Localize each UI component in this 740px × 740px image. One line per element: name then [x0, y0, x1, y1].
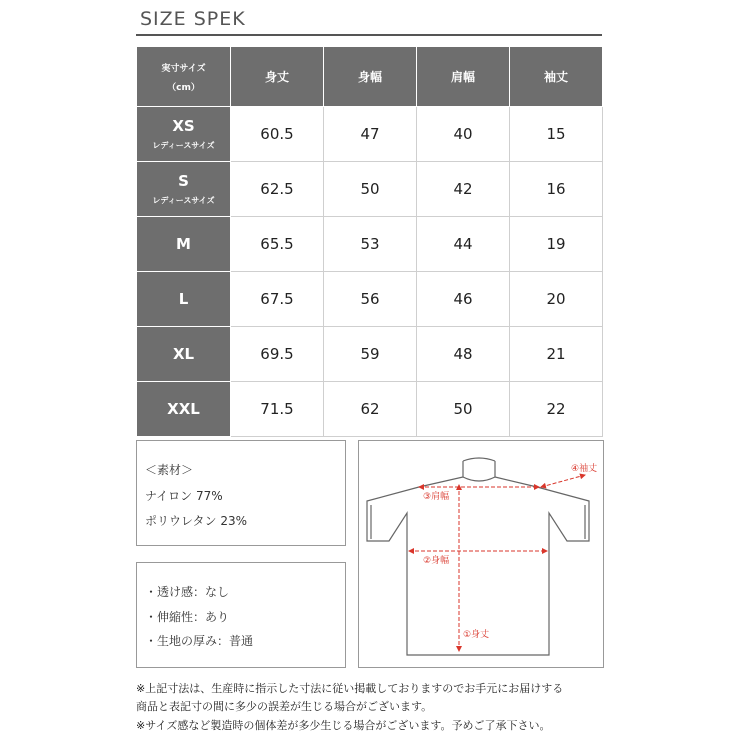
table-header-row	[137, 47, 603, 107]
table-row	[137, 382, 603, 437]
table-cell: 42	[417, 162, 510, 217]
feature-thickness: ・生地の厚み：普通	[145, 634, 254, 648]
size-label: XXL	[137, 382, 231, 437]
table-cell: 16	[510, 162, 603, 217]
table-cell: 62.5	[231, 162, 324, 217]
material-heading: ＜素材＞	[145, 463, 194, 477]
title-divider	[136, 34, 602, 36]
size-name: S	[178, 172, 189, 190]
header-width: 身幅	[324, 47, 417, 107]
table-row	[137, 327, 603, 382]
shoulder-label: ③肩幅	[423, 492, 450, 502]
table-cell: 56	[324, 272, 417, 327]
width-label: ②身幅	[423, 556, 450, 566]
size-table	[136, 46, 603, 437]
material-nylon: ナイロン 77%	[145, 489, 223, 503]
material-polyurethane: ポリウレタン 23%	[145, 514, 248, 528]
table-cell: 59	[324, 327, 417, 382]
table-cell: 48	[417, 327, 510, 382]
table-cell: 67.5	[231, 272, 324, 327]
table-cell: 50	[324, 162, 417, 217]
fabric-features-box	[136, 562, 346, 668]
measurement-diagram	[358, 440, 604, 668]
tshirt-diagram-svg	[359, 441, 603, 667]
tshirt-outline	[367, 458, 589, 655]
table-cell: 15	[510, 107, 603, 162]
table-cell: 46	[417, 272, 510, 327]
note-line-2: 商品と表記寸の間に多少の誤差が生じる場合がございます。	[136, 700, 433, 713]
size-label	[137, 162, 231, 217]
corner-label: 実寸サイズ	[161, 63, 206, 74]
table-cell: 71.5	[231, 382, 324, 437]
size-sublabel: レディースサイズ	[152, 141, 215, 150]
note-line-3: ※サイズ感など製造時の個体差が多少生じる場合がございます。予めご了承下さい。	[136, 719, 551, 732]
size-label: L	[137, 272, 231, 327]
size-label: XL	[137, 327, 231, 382]
table-cell: 53	[324, 217, 417, 272]
table-row	[137, 162, 603, 217]
note-line-1: ※上記寸法は、生産時に指示した寸法に従い掲載しておりますのでお手元にお届けする	[136, 682, 564, 695]
table-row	[137, 107, 603, 162]
sleeve-measure-line	[541, 475, 585, 487]
header-sleeve: 袖丈	[510, 47, 603, 107]
header-shoulder: 肩幅	[417, 47, 510, 107]
page-title: SIZE SPEK	[140, 8, 246, 30]
feature-stretch: ・伸縮性：あり	[145, 610, 230, 624]
feature-transparency: ・透け感：なし	[145, 585, 230, 599]
table-cell: 65.5	[231, 217, 324, 272]
table-cell: 47	[324, 107, 417, 162]
table-row	[137, 272, 603, 327]
table-cell: 62	[324, 382, 417, 437]
size-name: XS	[172, 117, 195, 135]
table-cell: 20	[510, 272, 603, 327]
table-cell: 69.5	[231, 327, 324, 382]
size-sublabel: レディースサイズ	[152, 196, 215, 205]
table-cell: 19	[510, 217, 603, 272]
table-corner-header	[137, 47, 231, 107]
table-cell: 40	[417, 107, 510, 162]
material-box	[136, 440, 346, 546]
size-label: M	[137, 217, 231, 272]
table-cell: 44	[417, 217, 510, 272]
table-row	[137, 217, 603, 272]
size-label	[137, 107, 231, 162]
table-cell: 21	[510, 327, 603, 382]
sleeve-label: ④袖丈	[571, 464, 598, 474]
table-cell: 22	[510, 382, 603, 437]
corner-unit: （cm）	[167, 82, 200, 93]
header-length: 身丈	[231, 47, 324, 107]
table-cell: 50	[417, 382, 510, 437]
table-cell: 60.5	[231, 107, 324, 162]
length-label: ①身丈	[463, 630, 490, 640]
